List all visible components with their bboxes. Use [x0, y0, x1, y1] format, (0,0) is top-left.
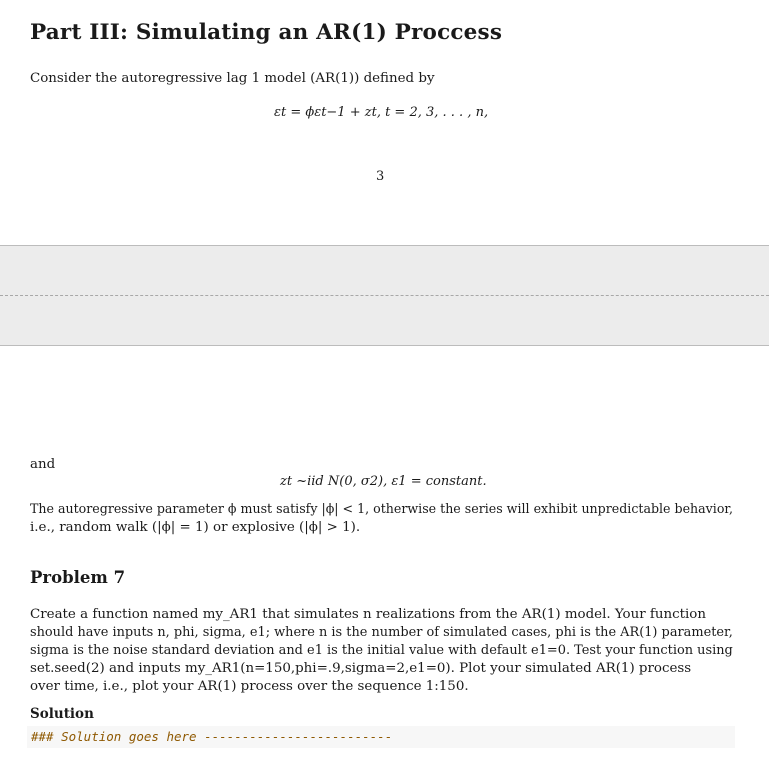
page-number: 3	[376, 169, 385, 184]
problem-line-1: Create a function named my_AR1 that simulates n realizations from the AR(1) model. Your function	[30, 607, 706, 622]
section-title: Part III: Simulating an AR(1) Proccess	[30, 20, 503, 45]
page-break-band-top	[0, 245, 769, 296]
solution-heading: Solution	[30, 706, 94, 722]
param-text-line2: i.e., random walk (|ϕ| = 1) or explosive (|ϕ| > 1).	[30, 520, 361, 535]
intro-text: Consider the autoregressive lag 1 model (AR(1)) defined by	[30, 71, 435, 86]
problem-heading: Problem 7	[30, 568, 126, 587]
problem-line-4: set.seed(2) and inputs my_AR1(n=150,phi=.9,sigma=2,e1=0). Plot your simulated AR(1) process	[30, 661, 692, 676]
problem-line-2: should have inputs n, phi, sigma, e1; where n is the number of simulated cases, phi is the AR(1) parameter,	[30, 625, 733, 640]
equation-noise-text: zt ~iid N(0, σ2), ε1 = constant.	[280, 474, 487, 489]
code-comment-line: ### Solution goes here -------------------------	[31, 729, 393, 744]
equation-ar1-text: εt = ϕεt−1 + zt, t = 2, 3, . . . , n,	[274, 105, 489, 120]
code-block[interactable]	[27, 726, 735, 748]
page-break-band-bottom	[0, 296, 769, 346]
equation-noise	[280, 474, 487, 489]
problem-line-5: over time, i.e., plot your AR(1) process over the sequence 1:150.	[30, 679, 469, 694]
and-text: and	[30, 457, 56, 472]
equation-ar1	[274, 105, 488, 120]
param-text-line1: The autoregressive parameter ϕ must satisfy |ϕ| < 1, otherwise the series will exhibit unpredictable behavior,	[30, 502, 734, 517]
problem-line-3: sigma is the noise standard deviation and e1 is the initial value with default e1=0. Test your function using	[30, 643, 733, 658]
